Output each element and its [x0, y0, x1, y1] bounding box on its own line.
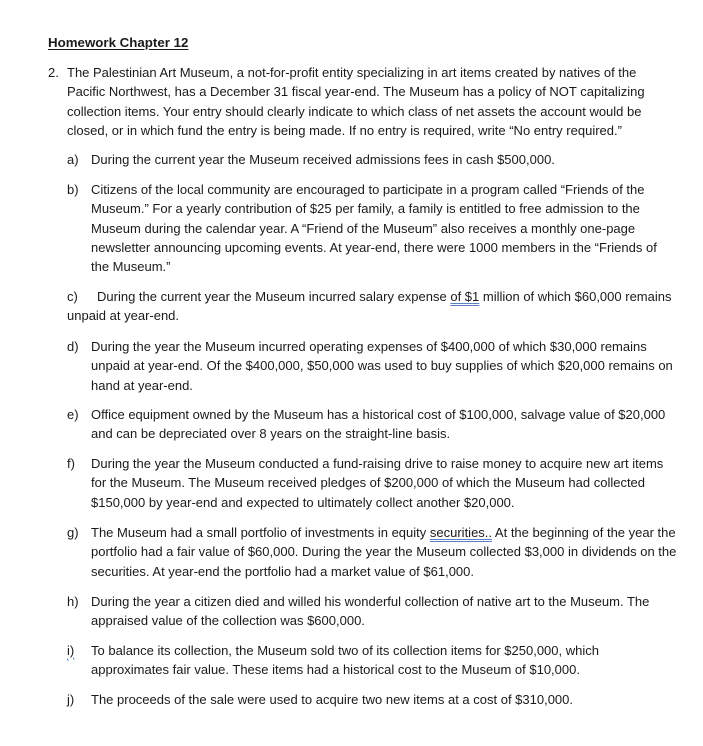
item-label: f): [67, 456, 75, 471]
item-text: During the year a citizen died and willed his wonderful collection of native art to the Museum. The appraised value of the collection was $600,000.: [91, 594, 650, 629]
item-text: To balance its collection, the Museum sold two of its collection items for $250,000, which approximates fair value. These items had a historical cost to the Museum of $10,000.: [91, 643, 599, 678]
item-label: a): [67, 152, 79, 167]
list-item-g: [67, 523, 677, 581]
list-item-e: [67, 405, 677, 444]
item-text: During the current year the Museum received admissions fees in cash $500,000.: [91, 152, 555, 167]
list-item-c: [67, 287, 677, 326]
item-text-after: million of which $60,000 remains unpaid at year-end.: [67, 289, 672, 324]
item-label: c): [67, 289, 78, 304]
item-text-before: During the current year the Museum incurred salary expense: [97, 289, 451, 304]
item-label: j): [67, 692, 75, 707]
item-label: b): [67, 182, 79, 197]
item-text-before: The Museum had a small portfolio of investments in equity: [91, 525, 430, 540]
flagged-text[interactable]: of $1: [450, 289, 480, 304]
list-item-h: [67, 592, 677, 631]
flagged-text[interactable]: securities..: [429, 525, 493, 540]
list-item-b: [67, 180, 677, 276]
item-label: g): [67, 525, 79, 540]
list-item-j: [67, 690, 677, 709]
item-text: The proceeds of the sale were used to acquire two new items at a cost of $310,000.: [91, 692, 574, 707]
item-label: i): [67, 643, 75, 658]
item-text-after: At the beginning of the year the portfolio had a fair value of $60,000. During the year the Museum collected $3,000 in dividends on the securities. At year-end the portfolio had a market value of $61,000.: [91, 525, 677, 579]
list-item-a: [67, 150, 677, 169]
question-number: 2.: [48, 65, 59, 80]
list-item-i: [67, 641, 677, 680]
item-label: h): [67, 594, 79, 609]
question-text: The Palestinian Art Museum, a not-for-profit entity specializing in art items created by natives of the Pacific Northwest, has a December 31 fiscal year-end. The Museum has a policy of NOT capitalizing collection items. Your entry should clearly indicate to which class of net assets the account would be closed, or in which fund the entry is being made. If no entry is required, write “No entry required.”: [67, 65, 645, 138]
list-item-f: [67, 454, 677, 512]
item-text: During the year the Museum conducted a fund-raising drive to raise money to acquire new art items for the Museum. The Museum received pledges of $200,000 of which the Museum had collected $150,000 by year-end and expected to ultimately collect another $20,000.: [91, 456, 664, 510]
document-title: Homework Chapter 12: [48, 35, 189, 50]
item-text: Office equipment owned by the Museum has a historical cost of $100,000, salvage value of $20,000 and can be depreciated over 8 years on the straight-line basis.: [91, 407, 666, 442]
item-text: During the year the Museum incurred operating expenses of $400,000 of which $30,000 remains unpaid at year-end. Of the $400,000, $50,000 was used to buy supplies of which $20,000 remains on hand at year-end.: [91, 339, 673, 393]
item-text: Citizens of the local community are encouraged to participate in a program called “Friends of the Museum.” For a yearly contribution of $25 per family, a family is entitled to free admission to the Museum during the calendar year. A “Friend of the Museum” also receives a monthly one-page newsletter announcing upcoming events. At year-end, there were 1000 members in the “Friends of the Museum.”: [91, 182, 657, 275]
item-label: d): [67, 339, 79, 354]
item-label: e): [67, 407, 79, 422]
list-item-d: [67, 337, 677, 395]
